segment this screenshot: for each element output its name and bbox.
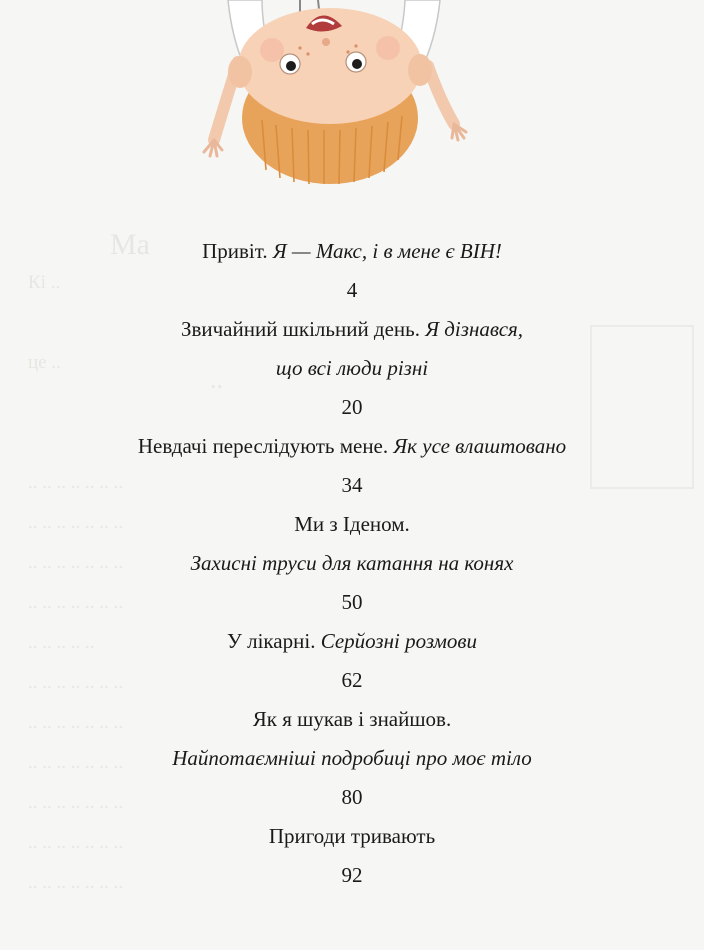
toc-entry-title: Як я шукав і знайшов. (252, 707, 452, 731)
toc-entry-subtitle: що всі люди різні (275, 356, 429, 380)
show-through-text: .. .. .. .. .. .. .. (28, 712, 123, 733)
toc-page-number: 34 (341, 473, 363, 497)
show-through-text: .. .. .. .. .. (28, 632, 95, 653)
toc-page-number: 80 (341, 785, 363, 809)
toc-page-number: 92 (341, 863, 363, 887)
toc-entry-subtitle: Захисні труси для катання на конях (190, 551, 514, 575)
show-through-text: .. .. .. .. .. .. .. (28, 472, 123, 493)
show-through-text: .. .. .. .. .. .. .. (28, 832, 123, 853)
upside-down-boy-illustration (0, 0, 704, 210)
toc-entry-title: У лікарні. Серйозні розмови (226, 629, 478, 653)
show-through-text: .. .. .. .. .. .. .. (28, 552, 123, 573)
toc-entry-title: Невдачі переслідують мене. Як усе влаштовано (137, 434, 567, 458)
toc-page-number: 4 (346, 278, 358, 302)
show-through-text: .. (210, 365, 223, 394)
table-of-contents (0, 232, 704, 895)
show-through-text: .. .. .. .. .. .. .. (28, 512, 123, 533)
toc-entry-title: Ми з Іденом. (294, 512, 410, 536)
toc-entry-title: Привіт. Я — Макс, і в мене є ВІН! (202, 239, 502, 263)
toc-page-number: 62 (341, 668, 363, 692)
show-through-text: це .. (28, 352, 61, 373)
show-through-text: .. .. .. .. .. .. .. (28, 792, 123, 813)
toc-entry-subtitle: Найпотаємніші подробиці про моє тіло (172, 746, 532, 770)
show-through-text: Ма (110, 228, 150, 261)
toc-entry-title: Пригоди тривають (268, 824, 436, 848)
toc-page-number: 20 (341, 395, 363, 419)
toc-entry-title: Звичайний шкільний день. Я дізнався, (180, 317, 524, 341)
show-through-text: .. .. .. .. .. .. .. (28, 592, 123, 613)
show-through-text: .. .. .. .. .. .. .. (28, 872, 123, 893)
show-through-text: .. .. .. .. .. .. .. (28, 752, 123, 773)
toc-page-number: 50 (341, 590, 363, 614)
show-through-text: .. .. .. .. .. .. .. (28, 672, 123, 693)
show-through-text: Кі .. (28, 272, 61, 293)
